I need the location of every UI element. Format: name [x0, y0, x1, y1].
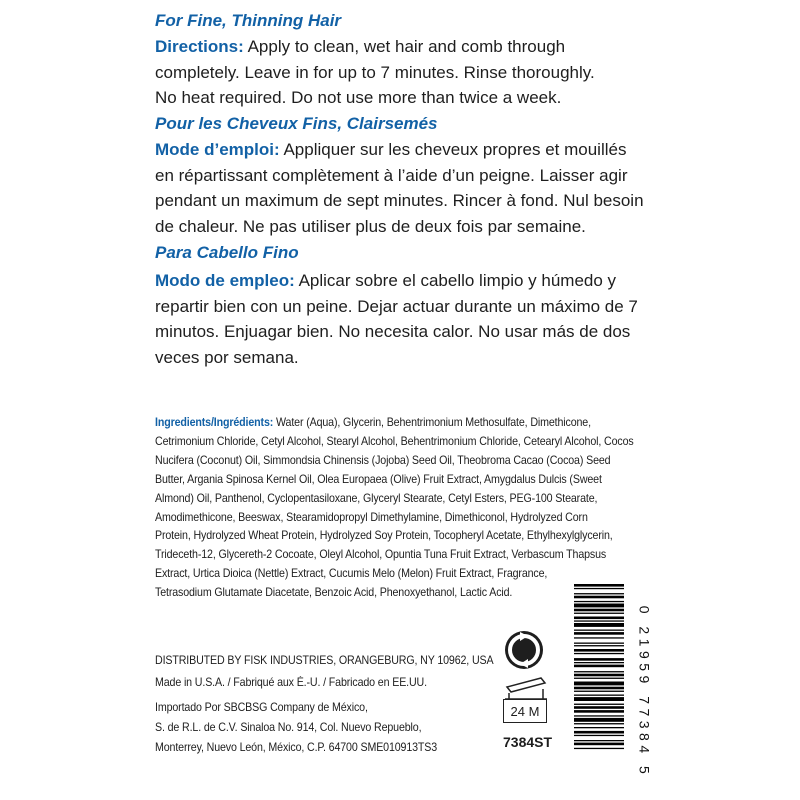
barcode-bar	[574, 715, 624, 716]
barcode-digits	[637, 583, 651, 800]
pao-label: 24 M	[503, 699, 547, 723]
barcode-bar	[574, 584, 624, 587]
barcode-bar	[574, 723, 624, 724]
barcode-bar	[574, 695, 624, 696]
english-heading: For Fine, Thinning Hair	[155, 11, 342, 30]
barcode-number: 0 21959 77384 5	[636, 605, 653, 778]
barcode-bar	[574, 682, 624, 686]
barcode-bar	[574, 731, 624, 734]
english-directions-line: completely. Leave in for up to 7 minutes. Rinse thoroughly.	[155, 62, 595, 82]
english-directions-label: Directions:	[155, 37, 244, 56]
ingredients-line: Extract, Urtica Dioica (Nettle) Extract, Cucumis Melo (Melon) Fruit Extract, Fragrance,	[155, 567, 548, 581]
distributor-line: DISTRIBUTED BY FISK INDUSTRIES, ORANGEBURG, NY 10962, USA	[155, 654, 494, 667]
barcode-bar	[574, 643, 624, 644]
barcode-bar	[574, 743, 624, 746]
french-directions-line: de chaleur. Ne pas utiliser plus de deux fois par semaine.	[155, 216, 586, 236]
barcode-bar	[574, 658, 624, 661]
barcode-bar	[574, 687, 624, 690]
importer-block	[155, 698, 437, 758]
barcode-bar	[574, 588, 624, 589]
barcode	[574, 584, 624, 800]
french-directions-line: Appliquer sur les cheveux propres et mouillés	[279, 140, 627, 159]
spanish-directions-line: minutos. Enjuagar bien. No necesita calor. No usar más de dos	[155, 322, 631, 341]
open-jar-icon	[501, 675, 551, 701]
barcode-bar	[574, 665, 624, 668]
barcode-bar	[574, 604, 624, 608]
barcode-bar	[574, 596, 624, 599]
barcode-bar	[574, 593, 624, 594]
green-dot-icon	[504, 630, 544, 670]
ingredients-line: Protein, Hydrolyzed Wheat Protein, Hydrolyzed Soy Protein, Tocopheryl Acetate, Ethylhexylglycerin,	[155, 529, 613, 543]
importer-line: Importado Por SBCBSG Company de México,	[155, 701, 368, 714]
barcode-bar	[574, 704, 624, 705]
english-directions-line: Apply to clean, wet hair and comb through	[243, 37, 566, 56]
french-directions-line: pendant un maximum de sept minutes. Rincer à fond. Nul besoin	[155, 191, 644, 210]
ingredients-line: Amodimethicone, Beeswax, Stearamidopropyl Dimethylamine, Dimethiconol, Hydrolyzed Corn	[155, 510, 588, 524]
ingredients-label: Ingredients/Ingrédients:	[155, 416, 274, 429]
barcode-bar	[574, 632, 624, 635]
importer-line: S. de R.L. de C.V. Sinaloa No. 914, Col. Nuevo Repueblo,	[155, 721, 422, 734]
english-directions-line: No heat required. Do not use more than twice a week.	[155, 88, 562, 107]
barcode-bar	[574, 671, 624, 672]
barcode-bar	[574, 674, 624, 677]
barcode-bar	[574, 620, 624, 621]
barcode-bar	[574, 727, 624, 728]
barcode-bar	[574, 601, 624, 602]
spanish-directions-line: veces por semana.	[155, 347, 299, 367]
made-in-line: Made in U.S.A. / Fabriqué aux É.-U. / Fabricado en EE.UU.	[155, 676, 427, 689]
barcode-bar	[574, 678, 624, 679]
barcode-bar	[574, 630, 624, 631]
barcode-bar	[574, 740, 624, 741]
french-directions-label: Mode d’emploi:	[155, 140, 280, 159]
barcode-bar	[574, 735, 624, 736]
french-directions	[155, 137, 644, 239]
spanish-directions-line: Aplicar sobre el cabello limpio y húmedo y	[294, 271, 617, 290]
product-code: 7384ST	[503, 734, 553, 750]
spanish-heading: Para Cabello Fino	[155, 243, 299, 262]
barcode-bar	[574, 710, 624, 713]
barcode-bar	[574, 653, 624, 654]
ingredients-line: Trideceth-12, Glycereth-2 Cocoate, Oleyl Alcohol, Opuntia Tuna Fruit Extract, Verbascum Thapsus	[155, 548, 607, 562]
ingredients-list	[155, 414, 634, 603]
barcode-bar	[574, 609, 624, 612]
ingredients-line: Butter, Argania Spinosa Kernel Oil, Olea Europaea (Olive) Fruit Extract, Amygdalus Dulcis (Sweet	[155, 472, 602, 486]
ingredients-line: Cetrimonium Chloride, Cetyl Alcohol, Stearyl Alcohol, Behentrimonium Chloride, Cetearyl Alcohol, Cocos	[155, 434, 634, 448]
barcode-bar	[574, 662, 624, 663]
french-heading: Pour les Cheveux Fins, Clairsemés	[155, 114, 438, 133]
spanish-directions	[155, 268, 638, 370]
french-directions-line: en répartissant complètement à l’aide d’un peigne. Laisser agir	[155, 165, 628, 185]
barcode-bar	[574, 748, 624, 749]
barcode-bar	[574, 706, 624, 709]
barcode-bar	[574, 637, 624, 638]
barcode-bar	[574, 718, 624, 722]
barcode-bar	[574, 645, 624, 646]
spanish-directions-label: Modo de empleo:	[155, 271, 295, 290]
barcode-bar	[574, 623, 624, 627]
ingredients-line: Tetrasodium Glutamate Diacetate, Benzoic Acid, Phenoxyethanol, Lactic Acid.	[155, 586, 513, 600]
importer-line: Monterrey, Nuevo León, México, C.P. 64700 SME010913TS3	[155, 741, 438, 754]
ingredients-line: Nucifera (Coconut) Oil, Simmondsia Chinensis (Jojoba) Seed Oil, Theobroma Cacao (Cocoa) Seed	[155, 453, 611, 467]
barcode-bar	[574, 697, 624, 701]
ingredients-line: Almond) Oil, Panthenol, Cyclopentasiloxane, Glyceryl Stearate, Cetyl Esters, PEG-100 Stearate,	[155, 491, 598, 505]
barcode-bar	[574, 613, 624, 614]
barcode-bar	[574, 691, 624, 692]
english-directions	[155, 34, 595, 111]
spanish-directions-line: repartir bien con un peine. Dejar actuar durante un máximo de 7	[155, 296, 638, 316]
barcode-bar	[574, 617, 624, 620]
barcode-bar	[574, 649, 624, 652]
ingredients-line: Water (Aqua), Glycerin, Behentrimonium Methosulfate, Dimethicone,	[273, 416, 591, 429]
